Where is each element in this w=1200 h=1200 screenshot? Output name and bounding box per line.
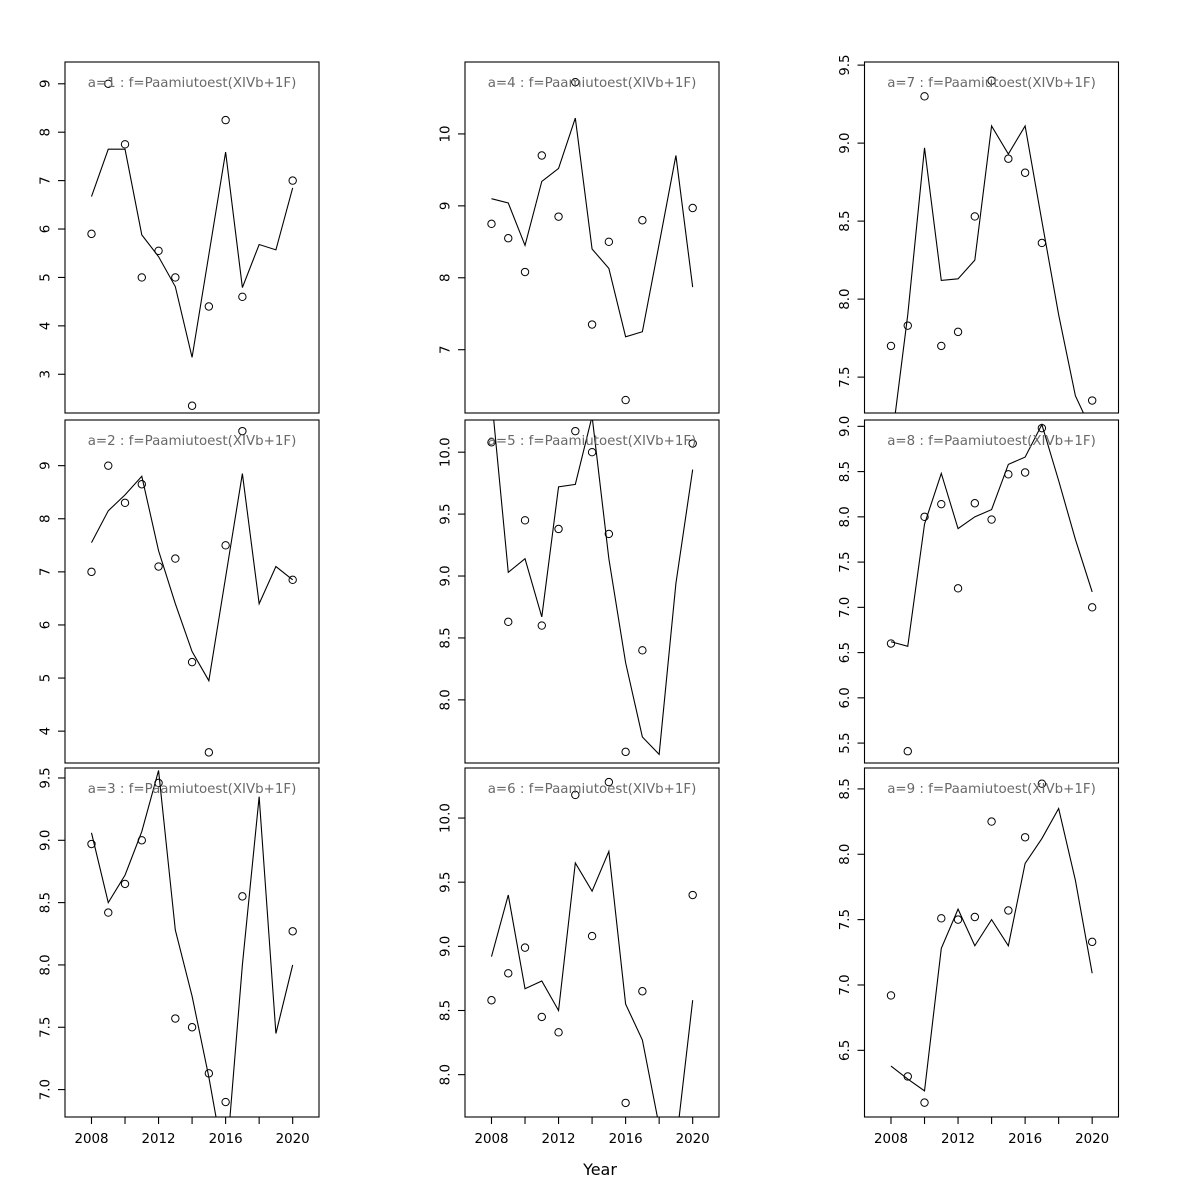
data-point xyxy=(538,1013,545,1020)
data-point xyxy=(1088,604,1095,611)
data-point xyxy=(639,217,646,224)
data-point xyxy=(971,913,978,920)
y-tick-label: 7.5 xyxy=(838,908,853,931)
data-point xyxy=(521,268,528,275)
panel-title: a=6 : f=Paamiutoest(XIVb+1F) xyxy=(487,782,697,797)
data-point xyxy=(205,303,212,310)
data-point xyxy=(588,448,595,455)
data-point xyxy=(605,238,612,245)
data-point xyxy=(205,749,212,756)
panel-title: a=3 : f=Paamiutoest(XIVb+1F) xyxy=(87,782,297,797)
fit-line xyxy=(891,425,1092,647)
data-point xyxy=(887,992,894,999)
y-tick-label: 9.5 xyxy=(838,54,853,76)
y-tick-label: 9.5 xyxy=(38,767,54,789)
y-tick-label: 8.5 xyxy=(838,210,853,232)
data-point xyxy=(88,568,95,575)
data-point xyxy=(289,928,296,935)
data-point xyxy=(689,891,696,898)
data-point xyxy=(138,481,145,488)
data-point xyxy=(488,997,495,1004)
x-axis-title: Year xyxy=(583,1160,617,1179)
y-tick-label: 7 xyxy=(438,345,454,354)
data-point xyxy=(954,328,961,335)
data-point xyxy=(538,622,545,629)
panel-title: a=5 : f=Paamiutoest(XIVb+1F) xyxy=(487,434,697,449)
data-point xyxy=(938,342,945,349)
y-tick-label: 3 xyxy=(38,370,54,379)
data-point xyxy=(1088,397,1095,404)
y-tick-label: 8.5 xyxy=(438,627,454,649)
data-point xyxy=(971,213,978,220)
x-tick-label: 2016 xyxy=(608,1132,643,1147)
fit-line xyxy=(891,126,1092,447)
panel-box xyxy=(65,62,319,413)
y-tick-label: 7.0 xyxy=(38,1078,54,1101)
data-point xyxy=(188,402,195,409)
x-tick-label: 2012 xyxy=(541,1132,576,1147)
panel-title: a=9 : f=Paamiutoest(XIVb+1F) xyxy=(887,782,1096,797)
data-point xyxy=(121,141,128,148)
panel-title: a=1 : f=Paamiutoest(XIVb+1F) xyxy=(87,76,297,91)
y-tick-label: 8.5 xyxy=(438,999,454,1022)
data-point xyxy=(555,213,562,220)
data-point xyxy=(622,396,629,403)
data-point xyxy=(138,837,145,844)
y-tick-label: 10 xyxy=(438,125,454,143)
x-tick-label: 2020 xyxy=(1075,1132,1110,1147)
y-tick-label: 9.0 xyxy=(438,565,454,587)
y-tick-label: 9.5 xyxy=(438,503,454,525)
y-tick-label: 8.0 xyxy=(838,843,853,865)
data-point xyxy=(588,321,595,328)
data-point xyxy=(921,93,928,100)
y-tick-label: 9 xyxy=(38,79,54,89)
data-point xyxy=(689,204,696,211)
data-point xyxy=(521,517,528,524)
data-point xyxy=(538,152,545,159)
y-tick-label: 9.5 xyxy=(438,871,454,893)
data-point xyxy=(555,525,562,532)
data-point xyxy=(622,748,629,755)
data-point xyxy=(921,1099,928,1106)
data-point xyxy=(887,342,894,349)
y-tick-label: 8.5 xyxy=(838,460,853,483)
panel-a2 xyxy=(39,420,320,763)
data-point xyxy=(988,818,995,825)
x-tick-label: 2012 xyxy=(941,1132,976,1147)
fit-line xyxy=(491,851,692,1145)
panel-box xyxy=(465,62,719,413)
data-point xyxy=(505,235,512,242)
data-point xyxy=(488,220,495,227)
data-point xyxy=(121,499,128,506)
y-tick-label: 9.0 xyxy=(438,935,454,957)
data-point xyxy=(105,909,112,916)
data-point xyxy=(1005,471,1012,478)
fit-line-group xyxy=(891,809,1092,1091)
data-point xyxy=(938,500,945,507)
x-tick-label: 2008 xyxy=(474,1132,509,1147)
y-tick-label: 4 xyxy=(38,321,54,331)
data-point xyxy=(88,230,95,237)
panel-title: a=4 : f=Paamiutoest(XIVb+1F) xyxy=(487,76,697,91)
y-tick-label: 6 xyxy=(38,224,54,234)
y-tick-label: 8 xyxy=(438,273,454,283)
data-point xyxy=(1088,938,1095,945)
y-tick-label: 7.5 xyxy=(838,551,853,573)
fit-line-group xyxy=(491,396,692,754)
data-point xyxy=(904,748,911,755)
y-tick-label: 9 xyxy=(438,201,454,211)
y-tick-label: 6.0 xyxy=(838,687,853,709)
panel-title: a=7 : f=Paamiutoest(XIVb+1F) xyxy=(887,76,1096,91)
y-tick-label: 8.0 xyxy=(838,506,853,528)
panel-a5 xyxy=(439,396,720,763)
data-point xyxy=(138,274,145,281)
panel-title: a=8 : f=Paamiutoest(XIVb+1F) xyxy=(887,434,1096,449)
panel-a1 xyxy=(39,62,320,413)
panel-a9 xyxy=(838,768,1119,1147)
data-point xyxy=(1021,469,1028,476)
y-tick-label: 8 xyxy=(38,127,54,137)
x-tick-label: 2016 xyxy=(208,1132,243,1147)
data-point xyxy=(188,658,195,665)
y-tick-label: 5 xyxy=(38,273,54,282)
y-tick-label: 8.0 xyxy=(838,288,853,310)
data-point xyxy=(239,293,246,300)
y-tick-label: 8 xyxy=(38,514,54,524)
y-tick-label: 8.0 xyxy=(438,689,454,711)
data-point xyxy=(222,1098,229,1105)
data-point xyxy=(971,500,978,507)
y-tick-label: 8.5 xyxy=(38,891,54,914)
fit-line-group xyxy=(891,126,1092,447)
data-point xyxy=(222,542,229,549)
panel-a7 xyxy=(838,54,1119,447)
y-tick-label: 8.5 xyxy=(838,778,853,800)
data-point xyxy=(188,1024,195,1031)
y-tick-label: 7 xyxy=(38,567,54,577)
data-point xyxy=(555,1029,562,1036)
y-tick-label: 9.0 xyxy=(38,829,54,851)
panel-a8 xyxy=(838,416,1119,763)
data-point xyxy=(954,916,961,923)
fit-line-group xyxy=(891,425,1092,647)
fit-line-group xyxy=(91,770,292,1170)
y-tick-label: 5.5 xyxy=(838,732,853,754)
fit-line xyxy=(491,118,692,337)
y-tick-label: 7.5 xyxy=(38,1016,54,1038)
data-point xyxy=(155,247,162,254)
data-point xyxy=(239,893,246,900)
data-point xyxy=(505,970,512,977)
panel-box xyxy=(865,420,1119,763)
panel-box xyxy=(65,420,319,763)
data-point xyxy=(1038,239,1045,246)
panel-box xyxy=(65,768,319,1117)
y-tick-label: 6.5 xyxy=(838,641,853,664)
panel-a6 xyxy=(439,768,720,1147)
data-point xyxy=(639,988,646,995)
data-point xyxy=(289,177,296,184)
data-point xyxy=(954,585,961,592)
data-point xyxy=(622,1099,629,1106)
fit-line xyxy=(91,770,292,1170)
fit-line xyxy=(891,809,1092,1091)
data-point xyxy=(988,516,995,523)
fit-line-group xyxy=(91,149,292,357)
fit-line-group xyxy=(491,851,692,1145)
data-point xyxy=(938,915,945,922)
y-tick-label: 9.0 xyxy=(838,415,853,437)
data-point xyxy=(172,1015,179,1022)
data-point xyxy=(588,932,595,939)
y-tick-label: 10.0 xyxy=(438,803,454,833)
y-tick-label: 7.0 xyxy=(838,974,853,996)
y-tick-label: 7.5 xyxy=(838,366,853,388)
y-tick-label: 6 xyxy=(38,620,54,630)
data-point xyxy=(1005,907,1012,914)
x-tick-label: 2020 xyxy=(675,1132,710,1147)
x-tick-label: 2016 xyxy=(1008,1132,1043,1147)
panel-box xyxy=(465,420,719,763)
panel-box xyxy=(865,768,1119,1117)
y-tick-label: 9 xyxy=(38,461,54,470)
data-point xyxy=(1021,169,1028,176)
y-tick-label: 5 xyxy=(38,673,54,683)
data-point xyxy=(1021,834,1028,841)
panel-box xyxy=(465,768,719,1117)
y-tick-label: 9.0 xyxy=(838,132,853,154)
fit-line-group xyxy=(491,118,692,337)
data-point xyxy=(222,116,229,123)
x-tick-label: 2020 xyxy=(275,1132,310,1147)
y-tick-label: 8.0 xyxy=(438,1064,454,1086)
panel-box xyxy=(865,62,1119,413)
data-point xyxy=(887,640,894,647)
y-tick-label: 6.5 xyxy=(838,1039,853,1061)
y-tick-label: 4 xyxy=(38,726,54,736)
data-point xyxy=(105,462,112,469)
y-tick-label: 7 xyxy=(38,176,54,185)
x-tick-label: 2008 xyxy=(873,1132,909,1147)
data-point xyxy=(121,880,128,887)
y-tick-label: 10.0 xyxy=(438,437,454,468)
data-point xyxy=(172,274,179,281)
fit-line xyxy=(91,149,292,357)
panel-a3 xyxy=(39,767,320,1170)
y-tick-label: 7.0 xyxy=(838,596,853,618)
panel-title: a=2 : f=Paamiutoest(XIVb+1F) xyxy=(87,434,297,449)
data-point xyxy=(521,944,528,951)
y-tick-label: 8.0 xyxy=(38,954,54,976)
data-point xyxy=(904,322,911,329)
x-tick-label: 2008 xyxy=(74,1132,109,1147)
fit-line xyxy=(491,396,692,754)
x-tick-label: 2012 xyxy=(141,1132,176,1147)
data-point xyxy=(639,647,646,654)
data-point xyxy=(505,618,512,625)
data-point xyxy=(1005,155,1012,162)
data-point xyxy=(172,555,179,562)
panel-a4 xyxy=(439,62,720,413)
data-point xyxy=(155,563,162,570)
